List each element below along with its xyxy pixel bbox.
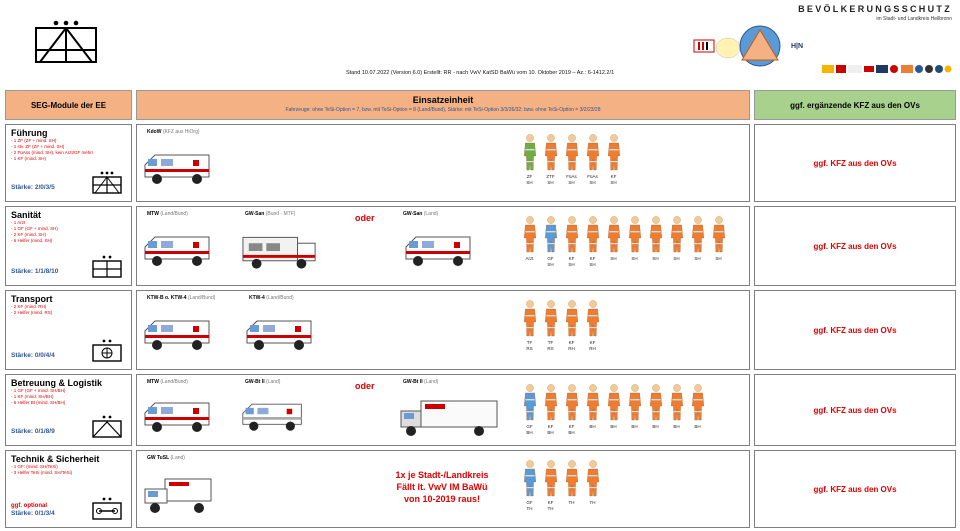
personnel-qual: BH — [568, 430, 575, 435]
module-requirement: - 1 KF (mind. SH/BH) — [11, 394, 54, 399]
module-row-5 — [5, 450, 956, 528]
personnel-label — [610, 424, 616, 430]
vehicle-label — [147, 379, 188, 385]
tusl-note — [367, 469, 517, 505]
personnel-figure — [519, 459, 540, 512]
module-title: Führung — [11, 128, 48, 138]
vehicle-note: (Land/Bund) — [187, 295, 216, 301]
personnel-figure — [603, 383, 624, 436]
personnel-role: BH — [673, 424, 680, 429]
module-title: Sanität — [11, 210, 42, 220]
oder-label: oder — [355, 213, 375, 223]
vehicle-label — [147, 211, 188, 217]
personnel-qual: SH — [610, 180, 617, 185]
personnel-figure — [519, 215, 540, 268]
personnel-figure — [561, 215, 582, 268]
module-staerke: Stärke: 2/0/3/5 — [11, 184, 55, 191]
module-row-2 — [5, 206, 956, 286]
module-card — [5, 124, 132, 202]
einsatzeinheit-subtitle: Fahrzeuge: ohne TeSi-Option = 7, bzw. mit TeSi-Option = 8 (Land/Bund), Stärke: mit TeSi-Option 3/3/26/32; bzw. ohne TeSi-Option = 3/2/23/28 — [285, 107, 601, 113]
personnel-figure — [603, 133, 624, 186]
personnel-qual: BH — [526, 430, 533, 435]
tusl-note-line: von 10-2019 raus! — [403, 494, 481, 504]
personnel-role: SH — [715, 256, 722, 261]
vehicle-note: (KFZ aus HiOrg) — [162, 129, 200, 135]
personnel-label — [652, 424, 658, 430]
org-subtitle: im Stadt- und Landkreis Heilbronn — [876, 16, 952, 22]
personnel-label — [589, 424, 595, 430]
personnel-label — [569, 500, 575, 506]
personnel-label — [673, 256, 679, 262]
einsatzeinheit-cell — [136, 124, 750, 202]
personnel-figure — [582, 299, 603, 352]
vehicle-label — [147, 295, 215, 301]
personnel-qual: SH — [547, 262, 554, 267]
personnel-role: Arzt — [525, 256, 534, 261]
transport-symbol-icon — [91, 337, 123, 363]
vehicle-label — [245, 211, 295, 217]
ov-kfz-cell: ggf. KFZ aus den OVs — [754, 290, 956, 370]
vehicle-label — [147, 455, 185, 461]
module-staerke: Stärke: 0/1/3/4 — [11, 510, 55, 517]
personnel-role: KF — [547, 500, 554, 505]
vehicle-image — [143, 233, 213, 274]
personnel-qual: TH — [526, 506, 533, 511]
module-requirement: - 1 Arzt — [11, 220, 26, 225]
personnel-figure — [582, 133, 603, 186]
vehicle-note: (Land/Bund) — [160, 379, 188, 385]
module-staerke: Stärke: 0/1/8/9 — [11, 428, 55, 435]
vehicle-note: (Land) — [423, 211, 439, 217]
vehicle-image — [399, 399, 499, 444]
module-card — [5, 374, 132, 446]
personnel-role: KF — [568, 424, 575, 429]
sanitaet-symbol-icon — [91, 253, 123, 279]
personnel-figure — [687, 215, 708, 268]
personnel-role: KF — [568, 256, 575, 261]
personnel-label — [631, 424, 637, 430]
tusl-note-line: 1x je Stadt-/Landkreis — [395, 470, 489, 480]
vehicle-image — [143, 477, 213, 522]
personnel-figure — [540, 459, 561, 512]
module-requirement: - 2 KF (mind. RH) — [11, 304, 47, 309]
vehicle-image — [399, 233, 479, 274]
personnel-figure — [666, 383, 687, 436]
module-requirement: - 3 Helfer TeSi (mind. SH/TeSi) — [11, 470, 73, 475]
personnel-figure — [561, 133, 582, 186]
vehicle-name: GW-Bt II — [403, 379, 423, 385]
personnel-label — [568, 256, 574, 268]
module-requirement: - 1 KF (mind. SH) — [11, 156, 47, 161]
personnel-role: KF — [610, 174, 617, 179]
personnel-label — [631, 256, 637, 262]
personnel-figure — [561, 383, 582, 436]
bevoelkerungsschutz-logo — [688, 4, 952, 79]
personnel-role: ZF — [526, 174, 533, 179]
org-title: BEVÖLKERUNGSSCHUTZ — [798, 4, 952, 14]
personnel-label — [526, 500, 532, 512]
personnel-role: BH — [589, 424, 596, 429]
module-row-1 — [5, 124, 956, 202]
personnel-label — [590, 500, 596, 506]
module-staerke: Stärke: 1/1/8/10 — [11, 268, 59, 275]
personnel-qual: RS — [547, 346, 554, 351]
personnel-role: BH — [652, 424, 659, 429]
hn-logo-text: H|N — [790, 43, 803, 50]
personnel-label — [694, 256, 700, 262]
personnel-label — [566, 174, 577, 186]
module-title: Transport — [11, 294, 53, 304]
vehicle-label — [245, 379, 280, 385]
personnel-figure — [624, 215, 645, 268]
personnel-figure — [603, 215, 624, 268]
vehicle-label — [403, 379, 438, 385]
col-header-einsatzeinheit — [136, 90, 750, 120]
einsatzeinheit-cell — [136, 450, 750, 528]
personnel-label — [548, 500, 554, 512]
personnel-figure — [519, 133, 540, 186]
personnel-label — [568, 340, 575, 352]
module-requirement: - 2 Helfer (mind. RS) — [11, 310, 53, 315]
personnel-role: TH — [589, 500, 596, 505]
personnel-label — [526, 340, 532, 352]
module-requirement: - 2 KF (mind. SH) — [11, 232, 47, 237]
einsatzeinheit-cell — [136, 374, 750, 446]
personnel-label — [652, 256, 658, 262]
personnel-qual: RH — [589, 346, 596, 351]
module-title: Betreuung & Logistik — [11, 378, 103, 388]
personnel-role: GF — [526, 424, 533, 429]
personnel-label — [587, 174, 598, 186]
ov-kfz-cell: ggf. KFZ aus den OVs — [754, 206, 956, 286]
module-requirement: - 1 GF (GF + mind. SH/BH) — [11, 388, 66, 393]
personnel-label — [715, 256, 721, 262]
personnel-label — [589, 340, 596, 352]
personnel-figure — [519, 299, 540, 352]
personnel-role: KF — [568, 340, 575, 345]
personnel-role: TF — [547, 340, 554, 345]
personnel-label — [525, 256, 533, 262]
personnel-figure — [540, 383, 561, 436]
ov-kfz-cell: ggf. KFZ aus den OVs — [754, 450, 956, 528]
personnel-role: BH — [694, 424, 701, 429]
personnel-role: BH — [631, 424, 638, 429]
vehicle-name: KTW-4 — [249, 295, 265, 301]
personnel-role: SH — [694, 256, 701, 261]
personnel-qual: SH — [526, 180, 533, 185]
personnel-qual: BH — [547, 430, 554, 435]
personnel-qual: SH — [547, 180, 554, 185]
module-title: Technik & Sicherheit — [11, 454, 100, 464]
vehicle-note: (Land) — [170, 455, 185, 461]
vehicle-image — [143, 317, 213, 358]
personnel-label — [673, 424, 679, 430]
personnel-label — [546, 174, 554, 186]
personnel-figure — [540, 215, 561, 268]
personnel-figure — [540, 299, 561, 352]
module-requirement: - 1 stv. ZF (ZF + mind. SH) — [11, 144, 65, 149]
personnel-role: SH — [631, 256, 638, 261]
personnel-qual: SH — [589, 180, 596, 185]
personnel-figure — [708, 215, 729, 268]
vehicle-name: GW-San — [245, 211, 265, 217]
personnel-role: FüAs — [566, 174, 577, 179]
oder-label: oder — [355, 381, 375, 391]
personnel-figures — [519, 133, 624, 186]
vehicle-label — [147, 129, 200, 135]
vehicle-label — [249, 295, 294, 301]
stand-info: Stand 10.07.2022 (Version 6.0) Erstellt: RR - nach VwV KatSD BaWü vom 10. Oktober 2019 – Az.: 6-1412.2/1 — [345, 70, 615, 76]
module-requirement: - 2 FüAss (mind. SH), kein Arzt/GF mehr! — [11, 150, 94, 155]
vehicle-name: MTW — [147, 379, 159, 385]
einsatzeinheit-title: Einsatzeinheit — [412, 95, 474, 105]
module-requirement: - 1 GF (GF + mind. SH) — [11, 226, 58, 231]
personnel-figure — [687, 383, 708, 436]
personnel-label — [547, 340, 553, 352]
einsatzeinheit-logo-icon — [34, 20, 98, 64]
personnel-qual: SH — [568, 180, 575, 185]
personnel-figure — [540, 133, 561, 186]
vehicle-image — [245, 317, 315, 358]
personnel-role: KF — [547, 424, 554, 429]
personnel-qual: RH — [568, 346, 575, 351]
personnel-role: KF — [589, 256, 596, 261]
module-requirement: - 6 Helfer Bt (mind. SH/BH) — [11, 400, 66, 405]
col-header-kfz-ov: ggf. ergänzende KFZ aus den OVs — [754, 90, 956, 120]
personnel-role: GF — [547, 256, 554, 261]
vehicle-name: GW-Bt II — [245, 379, 265, 385]
vehicle-image — [143, 399, 213, 440]
personnel-figure — [666, 215, 687, 268]
module-requirement: - 6 Helfer (mind. SH) — [11, 238, 53, 243]
optional-label: ggf. optional — [11, 503, 47, 509]
personnel-figure — [645, 215, 666, 268]
personnel-figure — [582, 215, 603, 268]
betreuung-symbol-icon — [91, 413, 123, 439]
personnel-figures — [519, 299, 603, 352]
personnel-figure — [561, 459, 582, 512]
ov-kfz-cell: ggf. KFZ aus den OVs — [754, 124, 956, 202]
personnel-figure — [645, 383, 666, 436]
personnel-role: SH — [652, 256, 659, 261]
personnel-qual: SH — [589, 262, 596, 267]
personnel-role: ZTF — [546, 174, 555, 179]
tusl-note-line: Fällt lt. VwV IM BaWü — [396, 482, 488, 492]
vehicle-name: KTW-B o. KTW-4 — [147, 295, 187, 301]
personnel-role: BH — [610, 424, 617, 429]
personnel-qual: RS — [526, 346, 533, 351]
module-staerke: Stärke: 0/0/4/4 — [11, 352, 55, 359]
module-row-3 — [5, 290, 956, 370]
module-requirement: - 1 ZF (ZF + mind. SH) — [11, 138, 57, 143]
personnel-label — [547, 424, 553, 436]
personnel-role: FüAs — [587, 174, 598, 179]
einsatzeinheit-cell — [136, 290, 750, 370]
vehicle-name: GW TuSL — [147, 455, 170, 461]
personnel-figure — [519, 383, 540, 436]
vehicle-name: KdoW — [147, 129, 162, 135]
vehicle-label — [403, 211, 438, 217]
personnel-figure — [582, 383, 603, 436]
personnel-role: SH — [673, 256, 680, 261]
personnel-qual: TH — [547, 506, 554, 511]
module-card — [5, 206, 132, 286]
module-row-4 — [5, 374, 956, 446]
personnel-label — [526, 424, 532, 436]
personnel-label — [547, 256, 553, 268]
vehicle-image — [241, 399, 305, 440]
personnel-label — [589, 256, 595, 268]
personnel-qual: SH — [568, 262, 575, 267]
module-requirement: - 1 GF: (mind. SH/TeSi) — [11, 464, 58, 469]
personnel-label — [568, 424, 574, 436]
vehicle-note: (Land/Bund) — [160, 211, 188, 217]
col-header-seg-module: SEG-Module der EE — [5, 90, 132, 120]
vehicle-note: (Land) — [424, 379, 439, 385]
personnel-role: TH — [568, 500, 575, 505]
vehicle-image — [241, 233, 319, 276]
kreis-emblem-icon — [688, 24, 818, 74]
personnel-role: TF — [526, 340, 533, 345]
personnel-role: KF — [589, 340, 596, 345]
personnel-label — [694, 424, 700, 430]
personnel-figures — [519, 459, 603, 512]
vehicle-name: GW-San — [403, 211, 423, 217]
personnel-label — [610, 174, 616, 186]
personnel-figures — [519, 383, 708, 436]
personnel-label — [526, 174, 532, 186]
fuehrung-symbol-icon — [91, 169, 123, 195]
personnel-role: GF — [526, 500, 533, 505]
vehicle-note: (Land) — [266, 379, 281, 385]
module-card — [5, 290, 132, 370]
personnel-figure — [561, 299, 582, 352]
vehicle-note: (Bund - MTF) — [265, 211, 296, 217]
ov-kfz-cell: ggf. KFZ aus den OVs — [754, 374, 956, 446]
personnel-figure — [582, 459, 603, 512]
vehicle-note: (Land/Bund) — [266, 295, 294, 301]
einsatzeinheit-cell — [136, 206, 750, 286]
vehicle-image — [143, 151, 213, 192]
technik-symbol-icon — [91, 495, 123, 521]
vehicle-name: MTW — [147, 211, 159, 217]
personnel-label — [610, 256, 616, 262]
personnel-role: SH — [610, 256, 617, 261]
personnel-figures — [519, 215, 729, 268]
module-card — [5, 450, 132, 528]
personnel-figure — [624, 383, 645, 436]
